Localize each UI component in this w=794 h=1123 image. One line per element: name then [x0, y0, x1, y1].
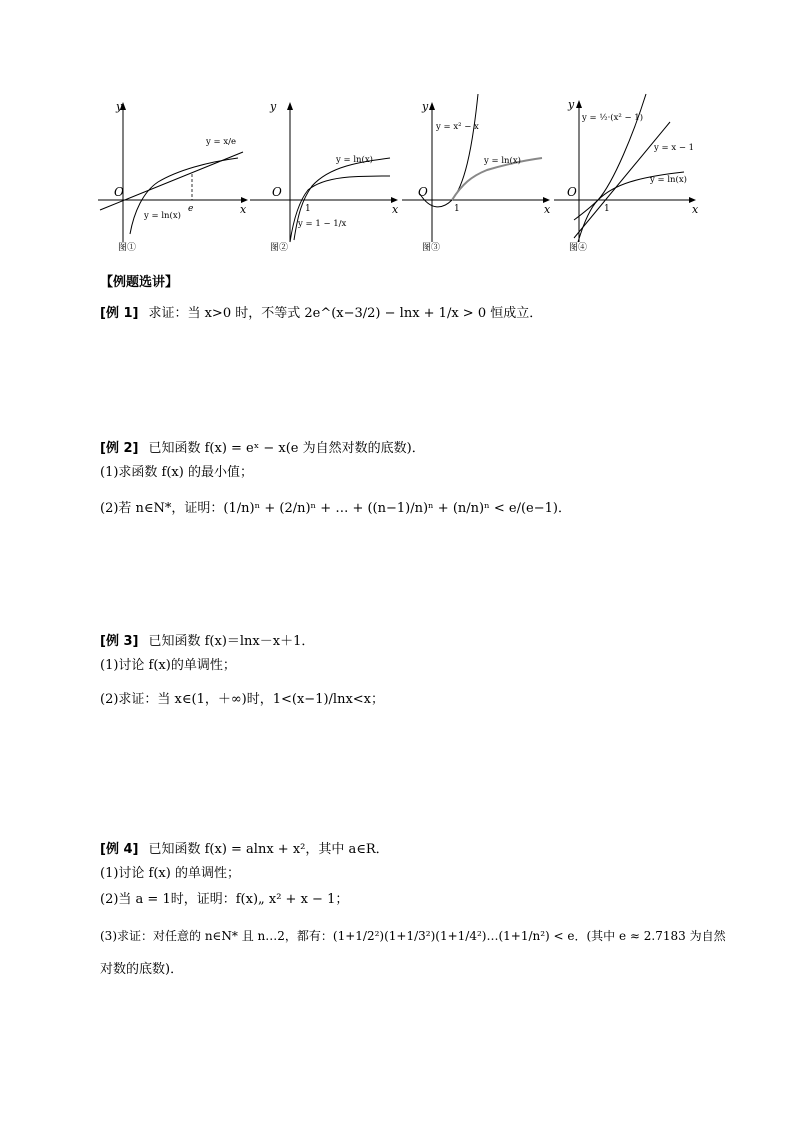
tick-label: 1	[604, 204, 610, 214]
example-4-q3-cont: 对数的底数)．	[100, 962, 184, 977]
x-axis-label: x	[240, 203, 247, 216]
example-text: 已知函数 f(x) = alnx + x²，其中 a∈R．	[148, 842, 389, 857]
curve-label-2: y = x − 1	[654, 143, 695, 153]
origin-label: O	[418, 185, 428, 199]
figure-caption: 图②	[270, 243, 289, 253]
y-axis-label: y	[422, 100, 429, 113]
tick-label: e	[188, 204, 194, 214]
example-3-stem	[100, 632, 314, 652]
x-axis-label: x	[544, 203, 551, 216]
curve-label-1: y = x² − x	[436, 122, 479, 132]
example-2-stem	[100, 439, 425, 459]
example-4-q3: (3)求证：对任意的 n∈N* 且 n…2，都有：(1+1/2²)(1+1/3²)(1+1/4²)…(1+1/n²) < e．(其中 e ≈ 2.7183 为自然	[100, 929, 726, 943]
tick-label: 1	[305, 204, 311, 214]
example-label: [例 1]	[100, 306, 139, 321]
origin-label: O	[272, 185, 282, 199]
curve-label-1: y = x/e	[206, 137, 237, 147]
example-label: [例 3]	[100, 634, 139, 649]
curve-label-2: y = ln(x)	[484, 156, 521, 166]
example-4-q1: (1)讨论 f(x) 的单调性；	[100, 866, 240, 881]
figure-4	[554, 92, 709, 252]
example-text: 求证：当 x>0 时，不等式 2e^(x−3/2) − lnx + 1/x > 0 恒成立．	[148, 306, 543, 321]
example-text: 已知函数 f(x)＝lnx－x＋1．	[148, 634, 315, 649]
example-label: [例 2]	[100, 441, 139, 456]
figure-3	[402, 92, 557, 252]
figure-caption: 图①	[118, 243, 137, 253]
example-3-q2: (2)求证：当 x∈(1，＋∞)时，1<(x−1)/lnx<x；	[100, 692, 385, 707]
curve-label-2: y = ln(x)	[144, 211, 181, 221]
tick-label: 1	[454, 204, 460, 214]
figure-1	[98, 92, 253, 252]
section-title: 【例题选讲】	[100, 275, 179, 290]
y-axis-label: y	[270, 100, 277, 113]
example-2-q1: (1)求函数 f(x) 的最小值；	[100, 465, 253, 480]
example-3-q1: (1)讨论 f(x)的单调性；	[100, 658, 236, 673]
example-4-stem	[100, 840, 389, 860]
curve-label-1: y = ½·(x² − 1)	[582, 113, 644, 123]
x-axis-label: x	[392, 203, 399, 216]
curve-label-1: y = ln(x)	[336, 155, 373, 165]
example-4-q2: (2)当 a = 1时，证明：f(x)„ x² + x − 1；	[100, 892, 349, 907]
curve-label-3: y = ln(x)	[650, 175, 687, 185]
y-axis-label: y	[116, 100, 123, 113]
example-2-q2: (2)若 n∈N*，证明：(1/n)ⁿ + (2/n)ⁿ + … + ((n−1)/n)ⁿ + (n/n)ⁿ < e/(e−1)．	[100, 501, 571, 516]
example-label: [例 4]	[100, 842, 139, 857]
figure-2	[250, 92, 405, 252]
origin-label: O	[114, 185, 124, 199]
origin-label: O	[567, 185, 577, 199]
figure-caption: 图④	[569, 243, 588, 253]
curve-label-2: y = 1 − 1/x	[298, 219, 347, 229]
x-axis-label: x	[692, 203, 699, 216]
example-1	[100, 304, 542, 324]
example-text: 已知函数 f(x) = eˣ − x(e 为自然对数的底数)．	[148, 441, 425, 456]
figure-caption: 图③	[422, 243, 441, 253]
y-axis-label: y	[568, 98, 575, 111]
